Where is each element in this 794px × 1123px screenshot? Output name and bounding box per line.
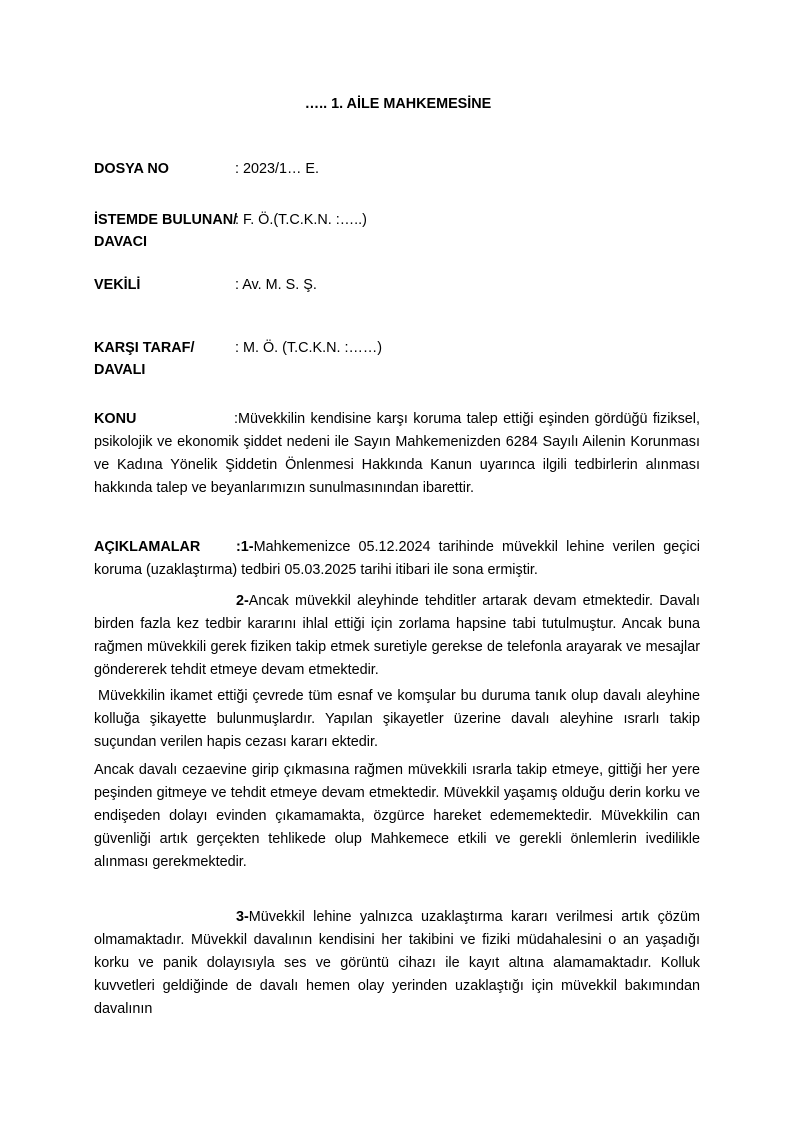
item-2-text: Ancak müvekkil aleyhinde tehditler artarak devam etmektedir. Davalı birden fazla kez tedbir kararını ihlal ettiği için zorlama hapsine tabi tutulmuştur. Ancak buna rağmen müvekkili gerek fiziken takip etmek suretiyle gerekse de telefonla arayarak ve mesajlar göndererek tehdit etmeye devam etmektedir. — [94, 593, 700, 678]
court-title: ….. 1. AİLE MAHKEMESİNE — [304, 96, 492, 112]
davali-label-line2: DAVALI — [94, 362, 146, 378]
davaci-value: : F. Ö.(T.C.K.N. :…..) — [235, 212, 367, 228]
davaci-label-line1: İSTEMDE BULUNAN/ — [94, 212, 238, 228]
aciklamalar-label: AÇIKLAMALAR — [94, 539, 201, 555]
dosya-no-value: : 2023/1… E. — [235, 161, 319, 177]
konu-text: :Müvekkilin kendisine karşı koruma talep ettiği eşinden gördüğü fiziksel, psikolojik ve ekonomik şiddet nedeni ile Sayın Mahkemenizden 6284 Sayılı Ailenin Korunması ve Kadına Yönelik Şiddetin Önlenmesi Hakkında Kanun uyarınca ilgili tedbirlerin alınması hakkında talep ve beyanlarımızın sunulmasınından ibarettir. — [94, 411, 700, 496]
davali-label-line1: KARŞI TARAF/ — [94, 340, 195, 356]
vekili-value: : Av. M. S. Ş. — [235, 277, 317, 293]
item-2-number: 2- — [236, 593, 249, 609]
konu-label: KONU — [94, 411, 137, 427]
item-3-text: Müvekkilin ikamet ettiği çevrede tüm esnaf ve komşular bu duruma tanık olup davalı aleyhine kolluğa şikayette bulunmuşlardır. Yapılan şikayetler üzerine davalı aleyhine ısrarlı takip suçundan verilen hapis cezası kararı ektedir. — [94, 688, 700, 750]
konu-paragraph — [94, 408, 700, 500]
davali-value: : M. Ö. (T.C.K.N. :……) — [235, 340, 383, 356]
aciklamalar-paragraph-2 — [94, 590, 700, 682]
aciklamalar-paragraph-1 — [94, 536, 700, 582]
item-1-text: Mahkemenizce 05.12.2024 tarihinde müvekkil lehine verilen geçici koruma (uzaklaştırma) tedbiri 05.03.2025 tarihi itibari ile sona ermiştir. — [94, 539, 700, 578]
aciklamalar-paragraph-3 — [94, 685, 700, 754]
item-5-number: 3- — [236, 909, 249, 925]
item-5-text: Müvekkil lehine yalnızca uzaklaştırma kararı verilmesi artık çözüm olmamaktadır. Müvekkil davalının kendisini her takibini ve fiziki müdahalesini o an yaşadığı korku ve panik dolayısıyla ses ve görüntü cihazı ile kayıt altına alamamaktadır. Kolluk kuvvetleri geldiğinde de davalı hemen olay yerinden uzaklaştığı için müvekkil bakımından davalının — [94, 909, 700, 1017]
aciklamalar-paragraph-4 — [94, 759, 700, 874]
item-4-text: Ancak davalı cezaevine girip çıkmasına rağmen müvekkili ısrarla takip etmeye, gittiği her yere peşinden gitmeye ve tehdit etmeye devam etmektedir. Müvekkil yaşamış olduğu derin korku ve endişeden dolayı evinden çıkamamakta, özgürce hareket edememektedir. Müvekkilin can güvenliği artık gerçekten tehlikede olup Mahkemece etkili ve gerekli önlemlerin ivedilikle alınması gerekmektedir. — [94, 762, 700, 870]
vekili-label: VEKİLİ — [94, 277, 141, 293]
dosya-no-label: DOSYA NO — [94, 161, 169, 177]
aciklamalar-paragraph-5 — [94, 906, 700, 1021]
item-1-number: :1- — [236, 539, 254, 555]
davaci-label-line2: DAVACI — [94, 234, 148, 250]
